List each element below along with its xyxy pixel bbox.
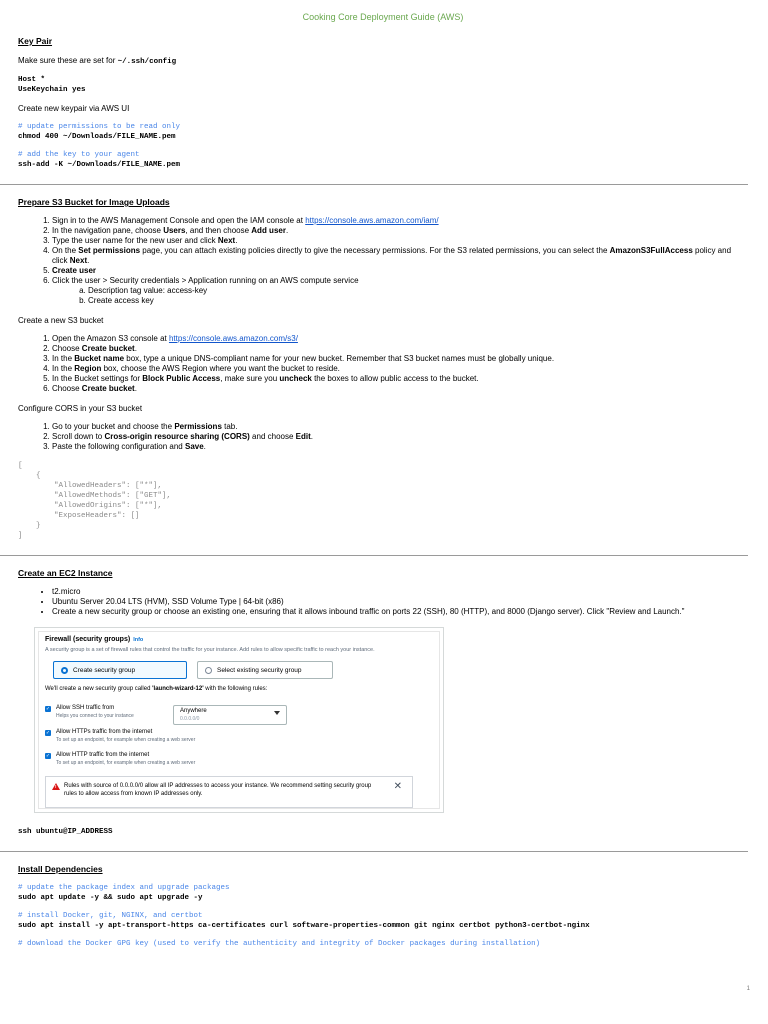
ec2-heading: Create an EC2 Instance	[18, 568, 113, 578]
code-command: sudo apt install -y apt-transport-https ca-certificates curl software-properties-common git nginx certbot python3-certbot-nginx	[18, 922, 590, 930]
https-sub: To set up an endpoint, for example when creating a web server	[56, 737, 196, 743]
list-item: 6. Click the user > Security credentials > Application running on an AWS compute service a. Description tag value: access-key b. Create access key	[52, 276, 748, 306]
config-line-keychain: UseKeychain yes	[18, 86, 86, 94]
ec2-bullets	[18, 587, 748, 617]
http-sub: To set up an endpoint, for example when creating a web server	[56, 760, 196, 766]
cors-steps-list	[18, 422, 748, 452]
document-title: Cooking Core Deployment Guide (AWS)	[302, 12, 464, 22]
code-comment: # download the Docker GPG key (used to verify the authenticity and integrity of Docker packages during installation)	[18, 940, 541, 948]
security-group-name-text: We'll create a new security group called 'launch-wizard-12' with the following rules:	[45, 686, 268, 692]
https-checkbox[interactable]: ✓	[45, 730, 51, 736]
firewall-screenshot	[34, 627, 444, 813]
http-label: Allow HTTP traffic from the internet	[56, 752, 150, 758]
code-comment: # install Docker, git, NGINX, and certbot	[18, 912, 203, 920]
list-item: 1. Go to your bucket and choose the Permissions tab.	[52, 422, 748, 432]
warning-alert	[45, 776, 413, 808]
s3-console-link[interactable]: https://console.aws.amazon.com/s3/	[168, 334, 298, 343]
list-item: 4. On the Set permissions page, you can attach existing policies directly to give the necessary permissions. For the S3 related permissions, you can select the AmazonS3FullAccess policy and click Next.	[52, 246, 748, 266]
code-command: sudo apt update -y && sudo apt upgrade -y	[18, 894, 203, 902]
config-line-host: Host *	[18, 76, 46, 84]
radio-unselected-icon	[205, 667, 212, 674]
cors-json-block: [ { "AllowedHeaders": ["*"], "AllowedMethods": ["GET"], "AllowedOrigins": ["*"], "ExposeHeaders": [] } ]	[18, 462, 172, 540]
document-page	[18, 12, 748, 949]
list-item: 1. Open the Amazon S3 console at https://console.aws.amazon.com/s3/	[52, 334, 748, 344]
list-item: 2. Choose Create bucket.	[52, 344, 748, 354]
code-command: ssh-add -K ~/Downloads/FILE_NAME.pem	[18, 161, 181, 169]
warning-text: Rules with source of 0.0.0.0/0 allow all IP addresses to access your instance. We recommend setting security group rules to allow access from known IP addresses only.	[64, 783, 372, 797]
list-item: 3. In the Bucket name box, type a unique DNS-compliant name for your new bucket. Remember that S3 bucket names must be globally unique.	[52, 354, 748, 364]
list-item: a. Description tag value: access-key	[88, 286, 748, 296]
code-command: chmod 400 ~/Downloads/FILE_NAME.pem	[18, 133, 176, 141]
code-comment: # update permissions to be read only	[18, 123, 181, 131]
section-divider	[0, 555, 748, 556]
page-number: 1	[746, 986, 750, 992]
list-item: 3. Paste the following configuration and Save.	[52, 442, 748, 452]
list-item: 3. Type the user name for the new user and click Next.	[52, 236, 748, 246]
s3-heading: Prepare S3 Bucket for Image Uploads	[18, 197, 170, 207]
warning-icon	[52, 783, 60, 790]
info-link[interactable]: Info	[133, 637, 144, 643]
ssh-source-select[interactable]: Anywhere 0.0.0.0/0	[173, 705, 287, 725]
code-comment: # add the key to your agent	[18, 151, 140, 159]
dropdown-arrow-icon	[274, 711, 280, 715]
ssh-label: Allow SSH traffic from	[56, 705, 115, 711]
firewall-panel	[38, 631, 440, 809]
ssh-checkbox[interactable]: ✓	[45, 706, 51, 712]
ssh-command: ssh ubuntu@IP_ADDRESS	[18, 828, 113, 836]
section-divider	[0, 851, 748, 852]
list-item: 6. Choose Create bucket.	[52, 384, 748, 394]
keypair-create-text: Create new keypair via AWS UI	[18, 104, 130, 113]
list-item: 5. In the Bucket settings for Block Public Access, make sure you uncheck the boxes to allow public access to the bucket.	[52, 374, 748, 384]
list-item: 1. Sign in to the AWS Management Console and open the IAM console at https://console.aws.amazon.com/iam/	[52, 216, 748, 226]
list-item: b. Create access key	[88, 296, 748, 306]
firewall-title: Firewall (security groups) Info	[45, 636, 144, 643]
list-item: 2. In the navigation pane, choose Users, and then choose Add user.	[52, 226, 748, 236]
close-icon[interactable]: ✕	[393, 781, 402, 792]
firewall-description: A security group is a set of firewall rules that control the traffic for your instance. Add rules to allow specific traffic to reach your instance.	[45, 647, 375, 653]
sub-list	[52, 286, 748, 306]
list-item: • Create a new security group or choose an existing one, ensuring that it allows inbound traffic on ports 22 (SSH), 80 (HTTP), and 8000 (Django server). Click "Review and Launch."	[52, 607, 748, 617]
bucket-steps-list	[18, 334, 748, 394]
list-item: 2. Scroll down to Cross-origin resource sharing (CORS) and choose Edit.	[52, 432, 748, 442]
keypair-intro: Make sure these are set for ~/.ssh/config	[18, 56, 177, 66]
list-item: 4. In the Region box, choose the AWS Region where you want the bucket to reside.	[52, 364, 748, 374]
keypair-heading: Key Pair	[18, 36, 53, 46]
cors-text: Configure CORS in your S3 bucket	[18, 404, 143, 413]
http-checkbox[interactable]: ✓	[45, 753, 51, 759]
code-comment: # update the package index and upgrade packages	[18, 884, 230, 892]
deps-heading: Install Dependencies	[18, 864, 103, 874]
create-security-group-option[interactable]: Create security group	[53, 661, 187, 679]
list-item: • Ubuntu Server 20.04 LTS (HVM), SSD Volume Type | 64-bit (x86)	[52, 597, 748, 607]
https-label: Allow HTTPs traffic from the internet	[56, 729, 153, 735]
list-item: 5. Create user	[52, 266, 748, 276]
iam-console-link[interactable]: https://console.aws.amazon.com/iam/	[305, 216, 439, 225]
create-bucket-text: Create a new S3 bucket	[18, 316, 104, 325]
select-existing-group-option[interactable]: Select existing security group	[197, 661, 333, 679]
section-divider	[0, 184, 748, 185]
list-item: • t2.micro	[52, 587, 748, 597]
radio-selected-icon	[61, 667, 68, 674]
ssh-sub: Helps you connect to your instance	[56, 713, 134, 719]
iam-steps-list	[18, 216, 748, 306]
